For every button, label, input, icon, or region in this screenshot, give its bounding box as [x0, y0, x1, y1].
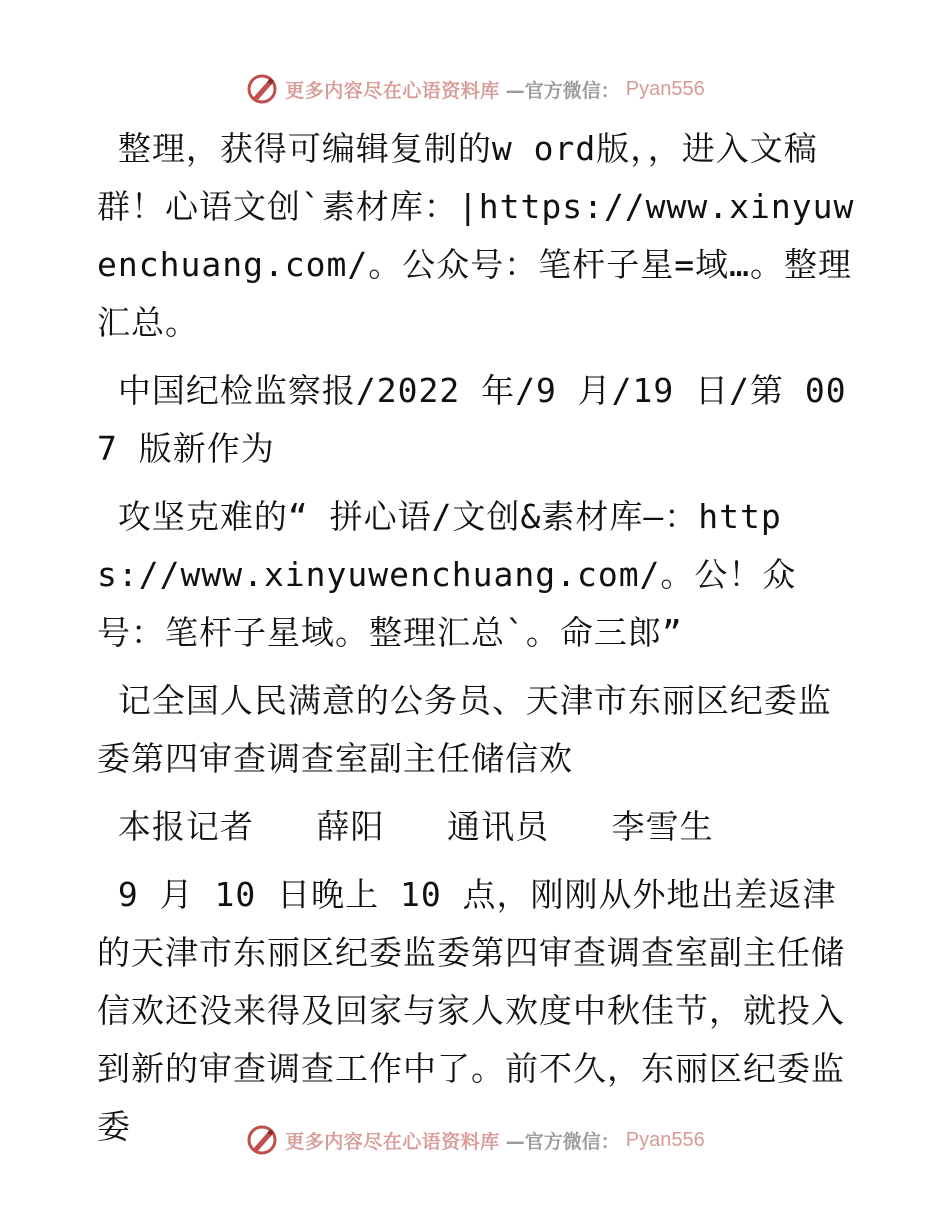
watermark-sub-text: —官方微信： — [505, 1130, 620, 1153]
watermark-header — [0, 71, 950, 107]
paragraph-subtitle: 记全国人民满意的公务员、天津市东丽区纪委监委第四审查调查室副主任储信欢 — [97, 681, 832, 778]
pen-logo-icon — [245, 72, 279, 106]
watermark-main-text: 更多内容尽在心语资料库 — [285, 79, 500, 102]
pen-logo-icon — [245, 1123, 279, 1157]
paragraph-source: 中国纪检监察报/2022 年/9 月/19 日/第 007 版新作为 — [97, 371, 847, 468]
watermark-wechat-id: Pyan556 — [625, 1128, 705, 1151]
watermark-main-text: 更多内容尽在心语资料库 — [285, 1130, 500, 1153]
paragraph-intro: 整理，获得可编辑复制的w ord版，，进入文稿群！心语文创`素材库：|https://www.xinyuwenchuang.com/。公众号：笔杆子星=域…。整理汇总。 — [97, 129, 855, 342]
paragraph-byline: 本报记者 薛阳 通讯员 李雪生 — [97, 807, 714, 846]
paragraph-title: 攻坚克难的“ 拼心语/文创&素材库—：https://www.xinyuwenchuang.com/。公！众号：笔杆子星域。整理汇总`。命三郎” — [97, 497, 797, 652]
watermark-wechat-id: Pyan556 — [625, 77, 705, 100]
paragraph-body: 9 月 10 日晚上 10 点，刚刚从外地出差返津的天津市东丽区纪委监委第四审查调查室副主任储信欢还没来得及回家与家人欢度中秋佳节，就投入到新的审查调查工作中了。前不久，东丽区纪委监委 — [97, 875, 845, 1146]
watermark-sub-text: —官方微信： — [505, 79, 620, 102]
watermark-footer — [0, 1122, 950, 1158]
document-body — [97, 120, 857, 1166]
